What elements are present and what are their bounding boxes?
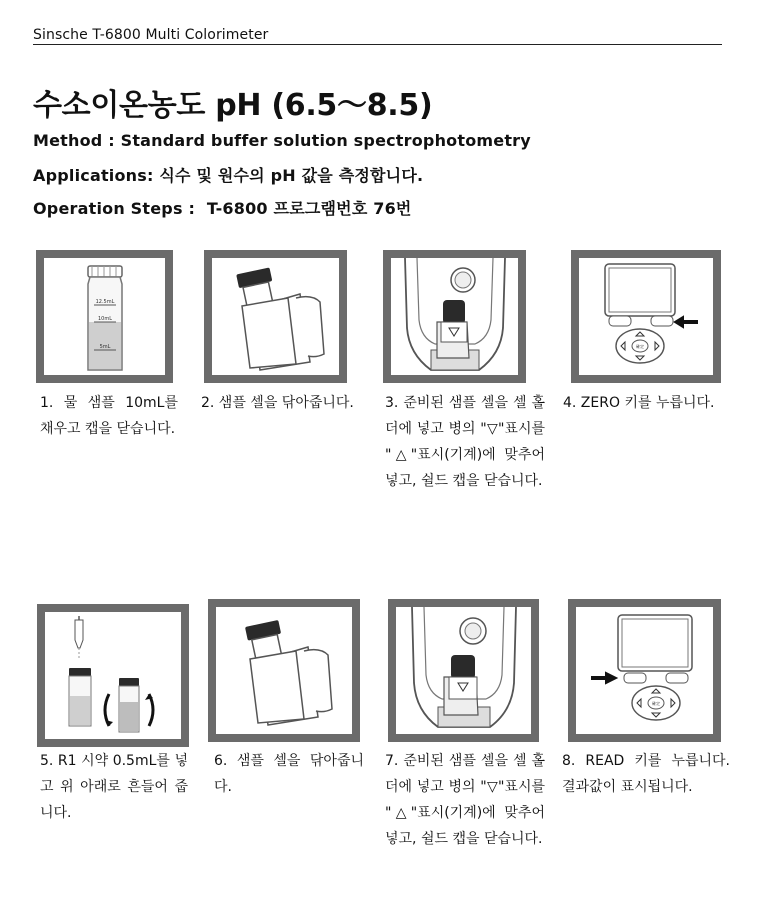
reagent-bottles-icon bbox=[45, 612, 181, 739]
sample-bottle-icon bbox=[44, 258, 165, 375]
operation-line bbox=[33, 196, 412, 219]
step-6-caption: 6. 샘플 셀을 닦아줍니다. bbox=[214, 753, 364, 795]
step-4-image bbox=[571, 250, 721, 383]
operation-label: Operation Steps : bbox=[33, 199, 201, 218]
applications-line bbox=[33, 163, 423, 186]
cell-holder-icon bbox=[396, 607, 531, 734]
step-8-image bbox=[568, 599, 721, 742]
step-1-image bbox=[36, 250, 173, 383]
label-12-5ml: 12.5mL bbox=[95, 299, 115, 305]
method-label: Method : bbox=[33, 131, 121, 150]
method-value: Standard buffer solution spectrophotometry bbox=[120, 131, 531, 150]
step-2-image bbox=[204, 250, 347, 383]
step-3-caption: 3. 준비된 샘플 셀을 셀 홀더에 넣고 병의 "▽"표시를 "△"표시(기계)에 맞추어 넣고, 쉴드 캡을 닫습니다. bbox=[385, 395, 545, 489]
page-title: 수소이온농도 pH (6.5～8.5) bbox=[33, 88, 433, 123]
method-line bbox=[33, 131, 531, 150]
operation-value: T-6800 프로그램번호 76번 bbox=[206, 199, 412, 218]
applications-value: 식수 및 원수의 pH 값을 측정합니다. bbox=[159, 166, 424, 185]
step-1-caption: 1. 물 샘플 10mL를 채우고 캡을 닫습니다. bbox=[40, 395, 178, 437]
wipe-cell-icon bbox=[216, 607, 352, 734]
step-6-image bbox=[208, 599, 360, 742]
step-5-caption: 5. R1 시약 0.5mL를 넣고 위 아래로 흔들어 줍니다. bbox=[40, 753, 188, 821]
applications-label: Applications: bbox=[33, 166, 160, 185]
label-10ml: 10mL bbox=[97, 316, 113, 322]
cell-holder-icon bbox=[391, 258, 518, 375]
step-8-caption: 8. READ 키를 누릅니다. 결과값이 표시됩니다. bbox=[562, 753, 730, 795]
document-header: Sinsche T-6800 Multi Colorimeter bbox=[33, 27, 722, 45]
step-7-caption: 7. 준비된 샘플 셀을 셀 홀더에 넣고 병의 "▽"표시를 "△"표시(기계)에 맞추어 넣고, 쉴드 캡을 닫습니다. bbox=[385, 753, 545, 847]
key-label: 確定 bbox=[636, 344, 644, 349]
step-3-image bbox=[383, 250, 526, 383]
step-2-caption: 2. 샘플 셀을 닦아줍니다. bbox=[201, 395, 354, 411]
key-label: 確定 bbox=[652, 701, 660, 706]
wipe-cell-icon bbox=[212, 258, 339, 375]
keypad-icon bbox=[576, 607, 713, 734]
step-7-image bbox=[388, 599, 539, 742]
label-5ml: 5mL bbox=[99, 344, 111, 350]
keypad-icon bbox=[579, 258, 713, 375]
step-4-caption: 4. ZERO 키를 누릅니다. bbox=[563, 395, 715, 411]
step-5-image bbox=[37, 604, 189, 747]
